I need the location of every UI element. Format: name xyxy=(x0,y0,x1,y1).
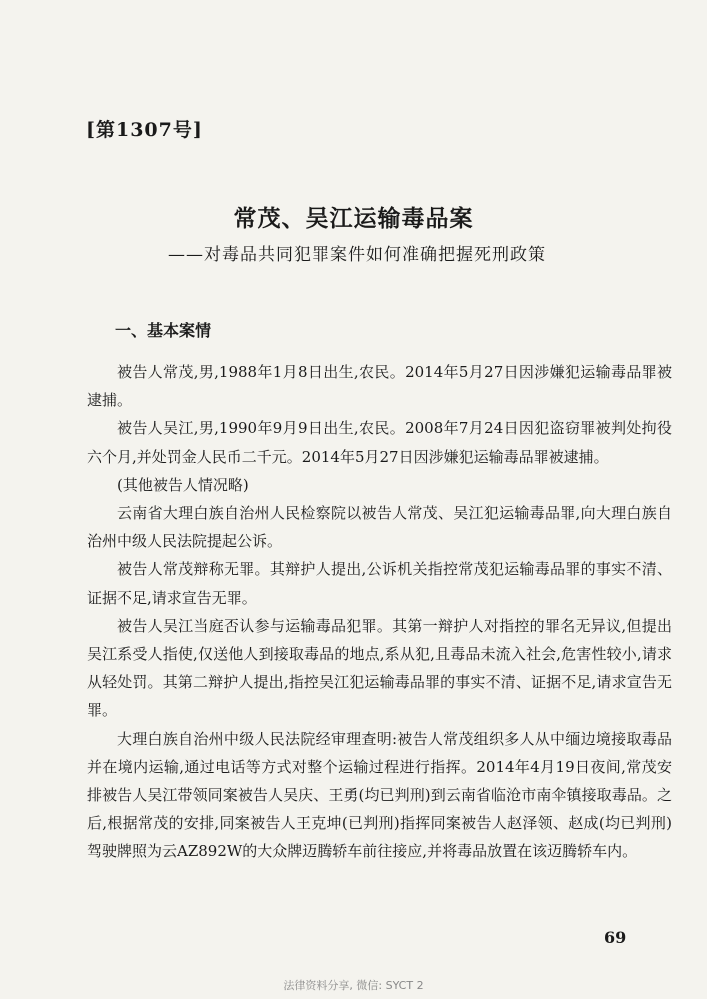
watermark-footer: 法律资料分享, 微信: SYCT 2 xyxy=(283,979,424,992)
case-title: 常茂、吴江运输毒品案 xyxy=(233,205,474,232)
paragraph-prosecution: 云南省大理白族自治州人民检察院以被告人常茂、吴江犯运输毒品罪,向大理白族自治州中级人民法院提起公诉。 xyxy=(87,504,672,551)
body-text xyxy=(87,358,672,866)
case-number: [第1307号] xyxy=(86,119,203,141)
paragraph-defendant-changmao: 被告人常茂,男,1988年1月8日出生,农民。2014年5月27日因涉嫌犯运输毒品罪被逮捕。 xyxy=(87,363,672,410)
paragraph-defendant-wujiang: 被告人吴江,男,1990年9月9日出生,农民。2008年7月24日因犯盗窃罪被判处拘役六个月,并处罚金人民币二千元。2014年5月27日因涉嫌犯运输毒品罪被逮捕。 xyxy=(87,419,672,466)
paragraph-court-findings: 大理白族自治州中级人民法院经审理查明:被告人常茂组织多人从中缅边境接取毒品并在境内运输,通过电话等方式对整个运输过程进行指挥。2014年4月19日夜间,常茂安排被告人吴江带领同案被告人吴庆、王勇(均已判刑)到云南省临沧市南伞镇接取毒品。之后,根据常茂的安排,同案被告人王克坤(已判刑)指挥同案被告人赵泽领、赵成(均已判刑)驾驶牌照为云AZ892W的大众牌迈腾轿车前往接应,并将毒品放置在该迈腾轿车内。 xyxy=(87,729,672,861)
page-number: 69 xyxy=(604,928,627,947)
paragraph-changmao-defense: 被告人常茂辩称无罪。其辩护人提出,公诉机关指控常茂犯运输毒品罪的事实不清、证据不足,请求宣告无罪。 xyxy=(87,560,672,607)
section-heading: 一、基本案情 xyxy=(115,321,212,340)
paragraph-wujiang-defense: 被告人吴江当庭否认参与运输毒品犯罪。其第一辩护人对指控的罪名无异议,但提出吴江系受人指使,仅送他人到接取毒品的地点,系从犯,且毒品未流入社会,危害性较小,请求从轻处罚。其第二辩护人提出,指控吴江犯运输毒品罪的事实不清、证据不足,请求宣告无罪。 xyxy=(87,616,672,720)
paragraph-other-defendants: (其他被告人情况略) xyxy=(117,475,249,494)
case-subtitle: ——对毒品共同犯罪案件如何准确把握死刑政策 xyxy=(168,245,546,265)
